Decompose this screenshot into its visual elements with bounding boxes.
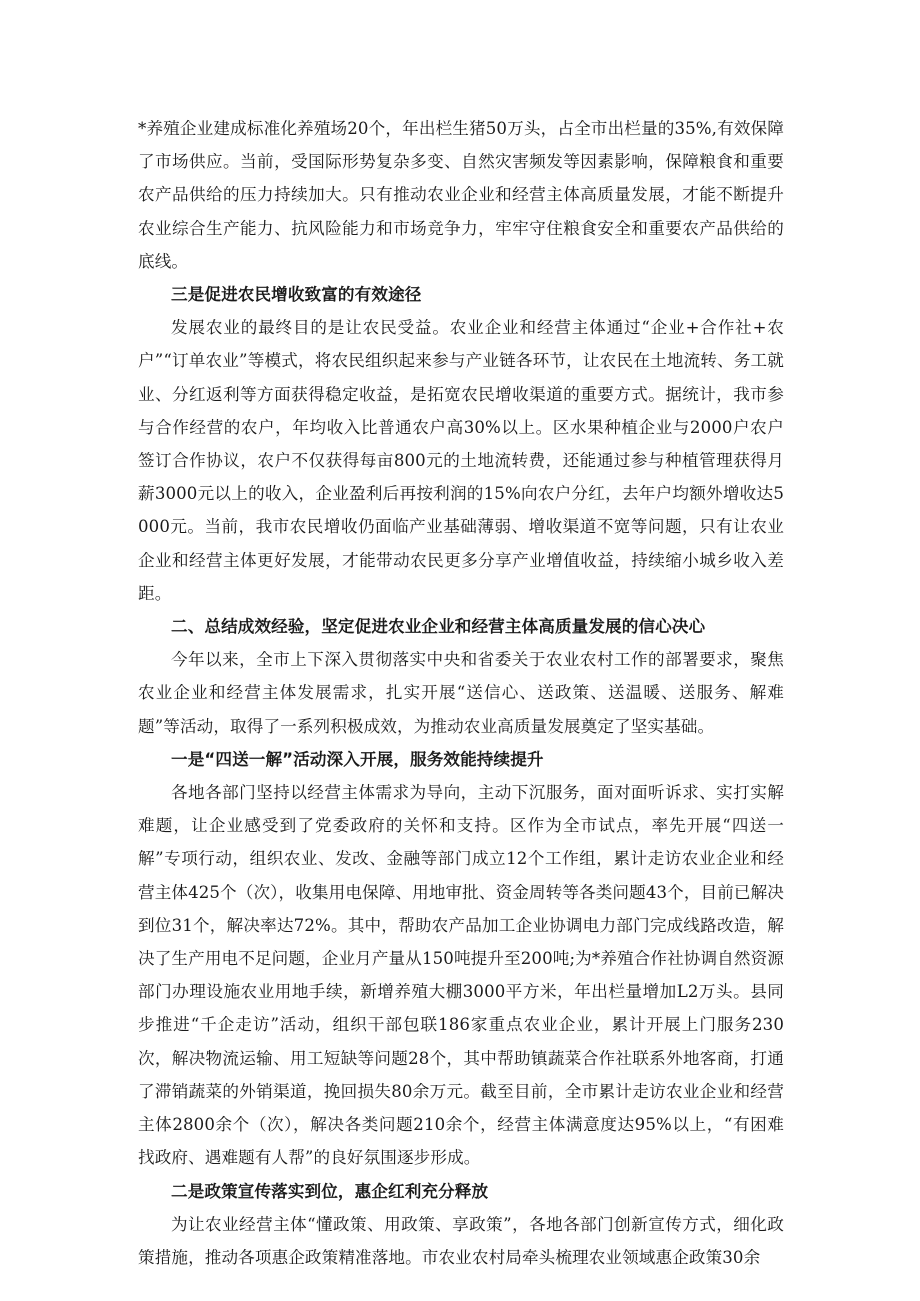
paragraph-four-send-one-solve: 各地各部门坚持以经营主体需求为导向，主动下沉服务，面对面听诉求、实打实解难题，让企业感受到了党委政府的关怀和支持。区作为全市试点，率先开展“四送一解”专项行动，组织农业、发改、金融等部门成立12个工作组，累计走访农业企业和经营主体425个（次），收集用电保障、用地审批、资金周转等各类问题43个，目前已解决到位31个，解决率达72%。其中，帮助农产品加工企业协调电力部门完成线路改造，解决了生产用电不足问题，企业月产量从150吨提升至200吨;为*养殖合作社协调自然资源部门办理设施农业用地手续，新增养殖大棚3000平方米，年出栏量增加L2万头。县同步推进“千企走访”活动，组织干部包联186家重点农业企业，累计开展上门服务230次，解决物流运输、用工短缺等问题28个，其中帮助镇蔬菜合作社联系外地客商，打通了滞销蔬菜的外销渠道，挽回损失80余万元。截至目前，全市累计走访农业企业和经营主体2800余个（次），解决各类问题210余个，经营主体满意度达95%以上，“有困难找政府、遇难题有人帮”的良好氛围逐步形成。	[138, 783, 784, 1168]
paragraph-policy-promotion: 为让农业经营主体“懂政策、用政策、享政策”，各地各部门创新宣传方式，细化政策措施，推动各项惠企政策精准落地。市农业农村局牵头梳理农业领域惠企政策30余	[138, 1214, 784, 1267]
paragraph-livestock-supply: *养殖企业建成标准化养殖场20个，年出栏生猪50万头，占全市出栏量的35%,有效保障了市场供应。当前，受国际形势复杂多变、自然灾害频发等因素影响，保障粮食和重要农产品供给的压力持续加大。只有推动农业企业和经营主体高质量发展，才能不断提升农业综合生产能力、抗风险能力和市场竞争力，牢牢守住粮食安全和重要农产品供给的底线。	[138, 119, 784, 271]
heading-farmer-income: 三是促进农民增收致富的有效途径	[171, 285, 422, 305]
paragraph-farmer-income: 发展农业的最终目的是让农民受益。农业企业和经营主体通过“企业+合作社+农户”“订单农业”等模式，将农民组织起来参与产业链各环节，让农民在土地流转、务工就业、分红返利等方面获得稳定收益，是拓宽农民增收渠道的重要方式。据统计，我市参与合作经营的农户，年均收入比普通农户高30%以上。区水果种植企业与2000户农户签订合作协议，农户不仅获得每亩800元的土地流转费，还能通过参与种植管理获得月薪3000元以上的收入，企业盈利后再按利润的15%向农户分红，去年户均额外增收达5000元。当前，我市农民增收仍面临产业基础薄弱、增收渠道不宽等问题，只有让农业企业和经营主体更好发展，才能带动农民更多分享产业增值收益，持续缩小城乡收入差距。	[138, 318, 784, 603]
paragraph-section-two-intro: 今年以来，全市上下深入贯彻落实中央和省委关于农业农村工作的部署要求，聚焦农业企业和经营主体发展需求，扎实开展“送信心、送政策、送温暖、送服务、解难题”等活动，取得了一系列积极成效，为推动农业高质量发展奠定了坚实基础。	[138, 650, 784, 736]
heading-policy-promotion: 二是政策宣传落实到位，惠企红利充分释放	[171, 1181, 489, 1201]
heading-section-two: 二、总结成效经验，坚定促进农业企业和经营主体高质量发展的信心决心	[171, 617, 706, 637]
heading-four-send-one-solve: 一是“四送一解”活动深入开展，服务效能持续提升	[171, 749, 544, 769]
document-page	[138, 112, 784, 1274]
